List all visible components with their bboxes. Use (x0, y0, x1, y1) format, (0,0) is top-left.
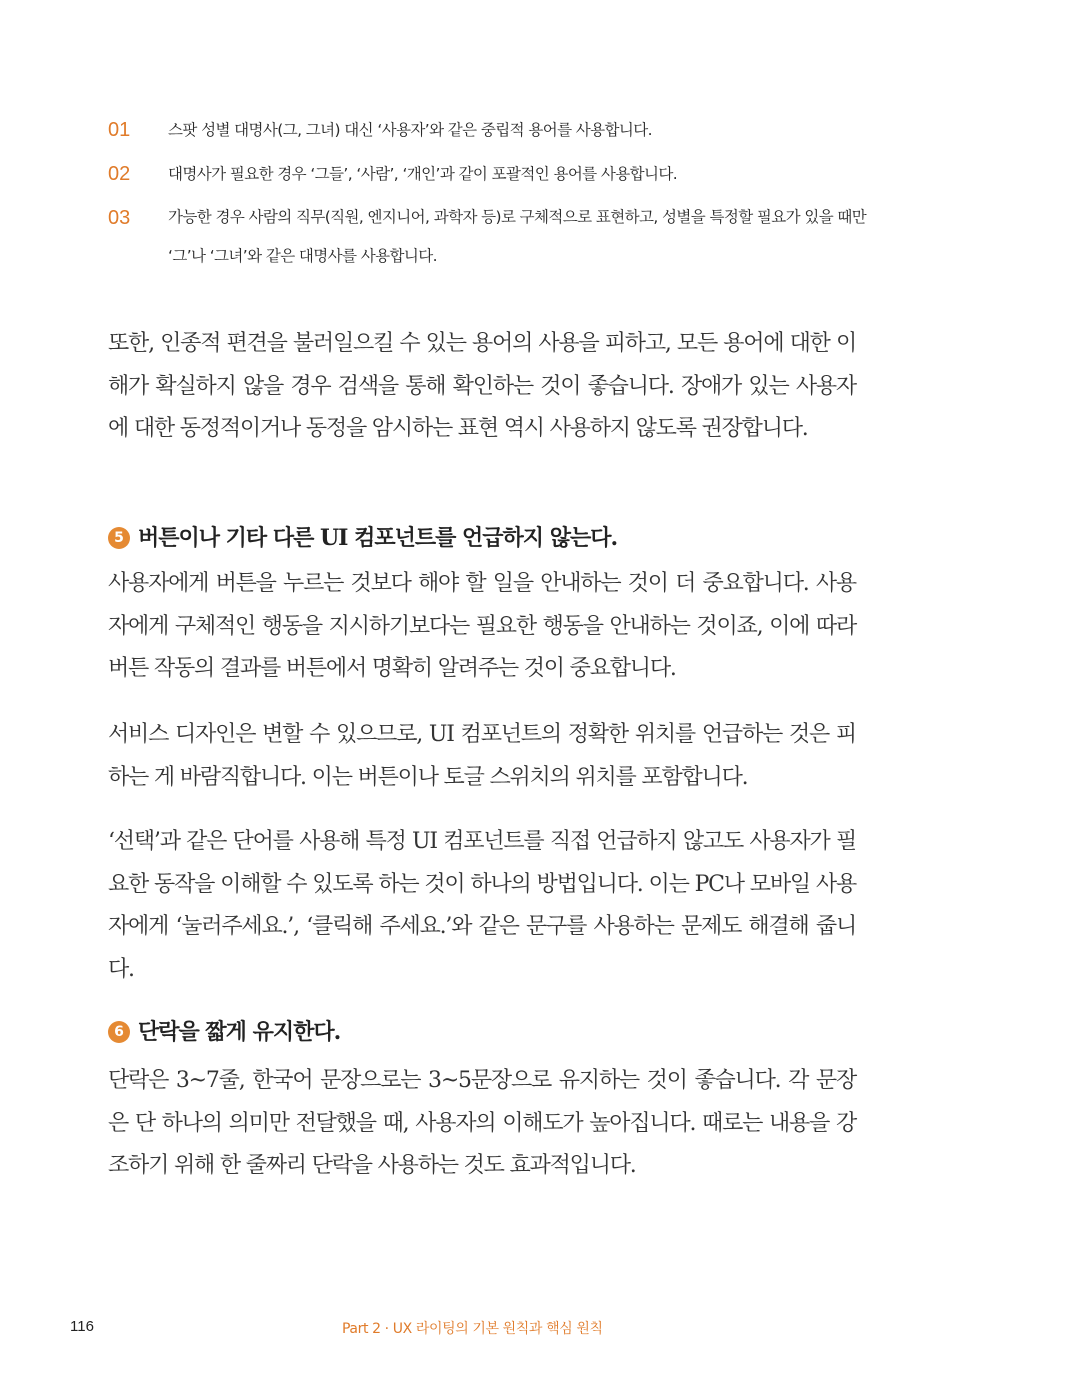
list-text: 가능한 경우 사람의 직무(직원, 엔지니어, 과학자 등)로 구체적으로 표현하고, 성별을 특정할 필요가 있을 때만 ‘그’나 ‘그녀’와 같은 대명사를 사용합니다. (168, 208, 867, 265)
body-paragraph: 단락은 3~7줄, 한국어 문장으로는 3~5문장으로 유지하는 것이 좋습니다. 각 문장은 단 하나의 의미만 전달했을 때, 사용자의 이해도가 높아집니다. 때로는 내용을 강조하기 위해 한 줄짜리 단락을 사용하는 것도 효과적입니다. (108, 1068, 856, 1178)
body-paragraph: 서비스 디자인은 변할 수 있으므로, UI 컴포넌트의 정확한 위치를 언급하는 것은 피하는 게 바람직합니다. 이는 버튼이나 토글 스위치의 위치를 포함합니다. (108, 722, 856, 790)
list-text: 스팟 성별 대명사(그, 그녀) 대신 ‘사용자’와 같은 중립적 용어를 사용합니다. (168, 121, 652, 139)
circle-number-icon: 6 (108, 1021, 130, 1043)
section-heading-6 (108, 1016, 340, 1048)
body-paragraph: 또한, 인종적 편견을 불러일으킬 수 있는 용어의 사용을 피하고, 모든 용어에 대한 이해가 확실하지 않을 경우 검색을 통해 확인하는 것이 좋습니다. 장애가 있는 사용자에 대한 동정적이거나 동정을 암시하는 표현 역시 사용하지 않도록 권장합니다. (108, 331, 856, 441)
list-number: 02 (108, 163, 131, 185)
list-number: 03 (108, 207, 131, 229)
guideline-list (108, 114, 868, 288)
body-paragraph: ‘선택’과 같은 단어를 사용해 특정 UI 컴포넌트를 직접 언급하지 않고도 사용자가 필요한 동작을 이해할 수 있도록 하는 것이 하나의 방법입니다. 이는 PC나 모바일 사용자에게 ‘눌러주세요.’, ‘클릭해 주세요.’와 같은 문구를 사용하는 문제도 해결해 줍니다. (108, 829, 856, 982)
list-text: 대명사가 필요한 경우 ‘그들’, ‘사람’, ‘개인’과 같이 포괄적인 용어를 사용합니다. (168, 165, 678, 183)
heading-text: 버튼이나 기타 다른 UI 컴포넌트를 언급하지 않는다. (138, 525, 618, 551)
circle-number-icon: 5 (108, 527, 130, 549)
chapter-title: Part 2 · UX 라이팅의 기본 원칙과 핵심 원칙 (342, 1321, 603, 1337)
list-item (108, 114, 868, 146)
section-heading-5 (108, 522, 617, 554)
page-number: 116 (70, 1318, 94, 1335)
list-item (108, 158, 868, 190)
heading-text: 단락을 짧게 유지한다. (138, 1019, 341, 1045)
list-item (108, 202, 868, 276)
body-paragraph: 사용자에게 버튼을 누르는 것보다 해야 할 일을 안내하는 것이 더 중요합니다. 사용자에게 구체적인 행동을 지시하기보다는 필요한 행동을 안내하는 것이죠, 이에 따라 버튼 작동의 결과를 버튼에서 명확히 알려주는 것이 중요합니다. (108, 571, 856, 681)
list-number: 01 (108, 119, 131, 141)
